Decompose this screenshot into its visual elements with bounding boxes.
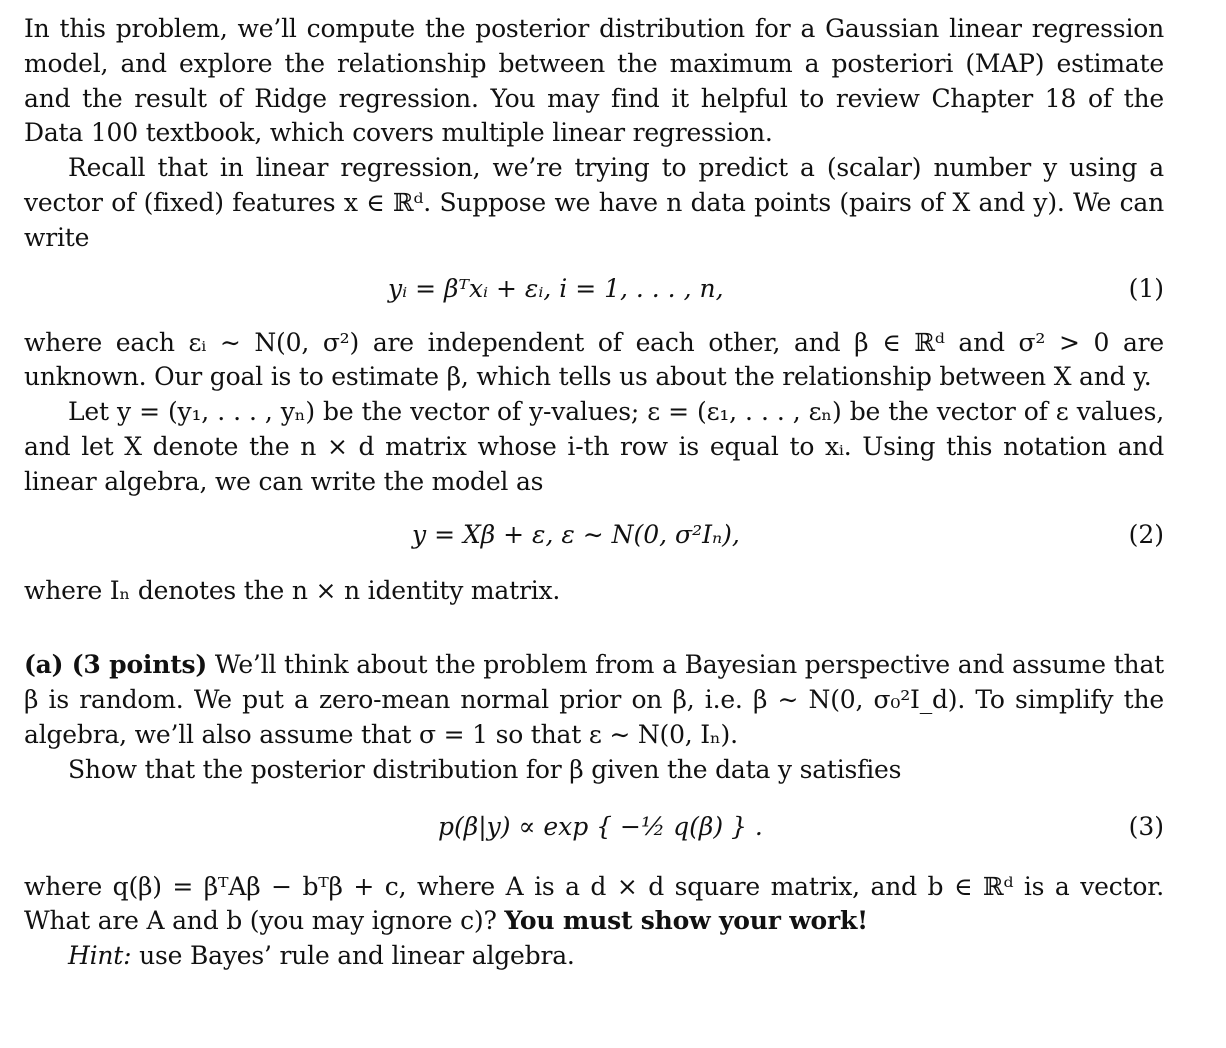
part-a-text: We’ll think about the problem from a Bayesian perspective and assume that β is random. We put a zero-mean normal prior on β, i.e. β ∼ N(0, σ₀²I_d). To simplify the algebra, we’ll also assume that σ = 1 so that ε ∼ N(0, Iₙ). <box>24 650 1164 749</box>
identity-paragraph: where Iₙ denotes the n × n identity matrix. <box>24 575 561 605</box>
equation-3 <box>24 788 1164 870</box>
document-page <box>24 12 1164 974</box>
recall-paragraph: Recall that in linear regression, we’re trying to predict a (scalar) number y using a vector of (fixed) features x ∈ ℝᵈ. Suppose we have n data points (pairs of X and y). We can write <box>24 153 1164 252</box>
part-a-label: (a) (3 points) <box>24 650 208 680</box>
question-paragraph <box>24 870 1164 940</box>
notation-paragraph: Let y = (y₁, . . . , yₙ) be the vector of y-values; ε = (ε₁, . . . , εₙ) be the vector of ε values, and let X denote the n × d matrix whose i-th row is equal to xᵢ. Using this notation and linear algebra, we can write the model as <box>24 397 1164 496</box>
equation-3-number: (3) <box>1128 811 1164 841</box>
hint-paragraph <box>24 939 1164 974</box>
equation-3-body: p(β|y) ∝ exp { −½ q(β) } . <box>438 811 763 841</box>
question-text: where q(β) = βᵀAβ − bᵀβ + c, where A is a d × d square matrix, and b ∈ ℝᵈ is a vector. What are A and b (you may ignore c)? <box>24 871 1164 936</box>
equation-2-number: (2) <box>1128 519 1164 549</box>
show-work-emphasis: You must show your work! <box>504 906 868 936</box>
equation-2-body: y = Xβ + ε, ε ∼ N(0, σ²Iₙ), <box>412 519 740 549</box>
show-paragraph: Show that the posterior distribution for β given the data y satisfies <box>68 754 902 784</box>
equation-2 <box>24 500 1164 574</box>
intro-paragraph: In this problem, we’ll compute the posterior distribution for a Gaussian linear regression model, and explore the relationship between the maximum a posteriori (MAP) estimate and the result of Ridge regression. You may find it helpful to review Chapter 18 of the Data 100 textbook, which covers multiple linear regression. <box>24 14 1164 148</box>
equation-1-number: (1) <box>1128 273 1164 303</box>
section-gap <box>24 608 1164 648</box>
hint-label: Hint: <box>68 941 132 971</box>
noise-paragraph: where each εᵢ ∼ N(0, σ²) are independent of each other, and β ∈ ℝᵈ and σ² > 0 are unknown. Our goal is to estimate β, which tells us about the relationship between X and y. <box>24 327 1164 392</box>
equation-1-body: yᵢ = βᵀxᵢ + εᵢ, i = 1, . . . , n, <box>388 273 724 303</box>
part-a-paragraph <box>24 648 1164 752</box>
hint-text: use Bayes’ rule and linear algebra. <box>139 941 575 971</box>
equation-1 <box>24 256 1164 326</box>
